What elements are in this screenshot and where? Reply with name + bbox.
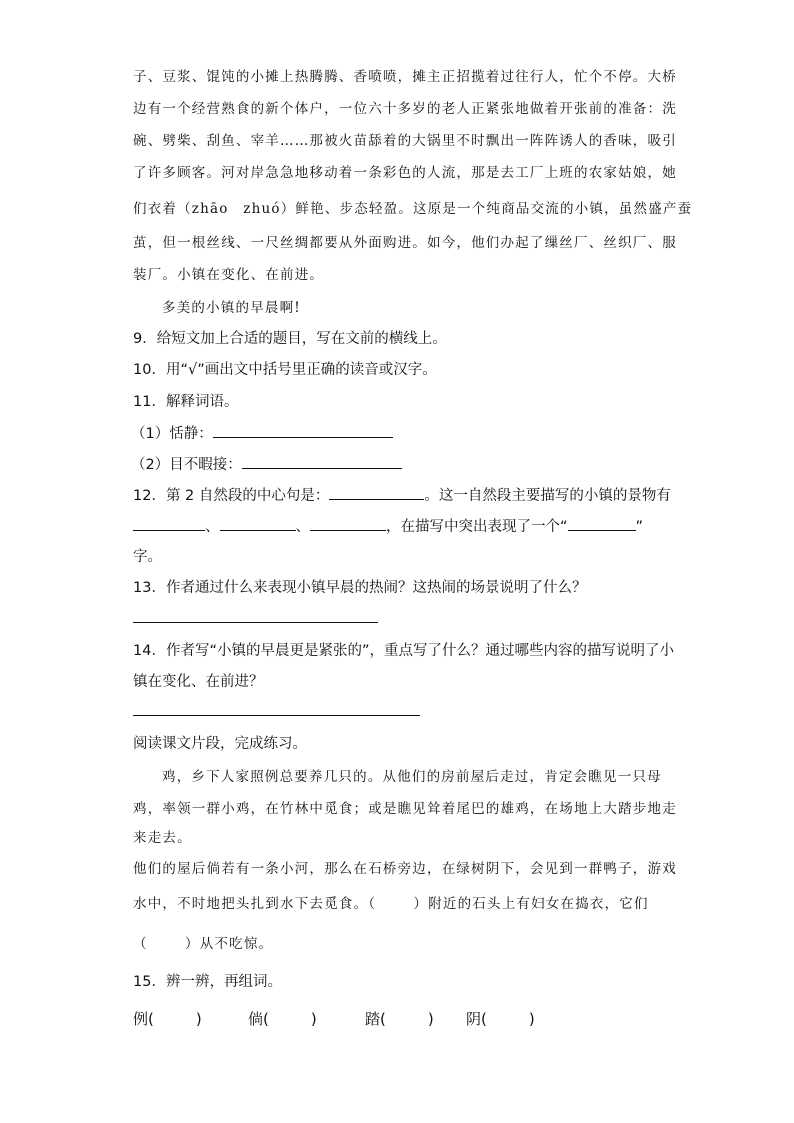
passage2-line-3: 来走去。 [133,830,192,846]
passage2-line-1: 鸡，乡下人家照例总要养几只的。从他们的房前屋后走过，肯定会瞧见一只母 [162,769,662,785]
question-10: 10．用“√”画出文中括号里正确的读音或汉字。 [133,362,437,378]
question-11-item-2 [131,454,402,475]
question-11-title: 11．解释词语。 [133,394,239,410]
question-12-sep-2: 、 [295,519,310,535]
question-12-part-2: 。这一自然段主要描写的小镇的景物有 [424,488,671,504]
passage1-line-3: 碗、劈柴、刮鱼、宰羊……那被火苗舔着的大锅里不时飘出一阵阵诱人的香味，吸引 [133,133,677,149]
question-14-line-2: 镇在变化、在前进？ [133,674,264,690]
question-15-row [133,1009,566,1029]
passage1-line-1: 子、豆浆、馄饨的小摊上热腾腾、香喷喷，摊主正招揽着过往行人，忙个不停。大桥 [133,69,677,85]
char-ta: 踏( [365,1010,386,1028]
passage2-line-5 [133,894,649,914]
passage2-line-4: 他们的屋后倘若有一条小河，那么在石桥旁边，在绿树阴下，会见到一群鸭子，游戏 [133,861,677,877]
answer-blank-mubuxiajie[interactable] [242,454,402,469]
paren-close-li: ) [195,1010,202,1028]
passage2-line-5-after: 附近的石头上有妇女在捣衣，它们 [428,896,649,912]
word-group-li[interactable] [133,1009,248,1029]
question-14-line-1: 14．作者写“小镇的早晨更是紧张的”，重点写了什么？通过哪些内容的描写说明了小 [133,643,674,659]
blank-paren-2[interactable]: （ ） [133,936,200,952]
question-11-item-1 [131,423,393,444]
passage2-line-6 [133,934,273,954]
paren-close-yin: ) [528,1010,535,1028]
blank-paren-1[interactable]: （ ） [368,896,429,912]
question-12-part-1: 12．第 2 自然段的中心句是： [133,488,330,504]
answer-blank-central-sentence[interactable] [329,485,424,500]
answer-blank-tianjing[interactable] [213,423,393,438]
question-12-part-4: ” [635,519,644,535]
answer-blank-scenery-1[interactable] [133,516,205,531]
answer-blank-scenery-3[interactable] [310,516,386,531]
question-12-sep-1: 、 [205,519,220,535]
answer-line-14[interactable] [133,715,420,716]
answer-blank-scenery-2[interactable] [220,516,296,531]
paren-close-tang: ) [310,1010,317,1028]
char-li: 例( [133,1010,154,1028]
question-9: 9．给短文加上合适的题目，写在文前的横线上。 [133,331,447,347]
answer-blank-character[interactable] [568,516,636,531]
passage1-line-6: 茧，但一根丝线、一尺丝绸都要从外面购进。如今，他们办起了缫丝厂、丝织厂、服 [133,235,677,251]
passage1-line-2: 边有一个经营熟食的新个体户，一位六十多岁的老人正紧张地做着开张前的准备：洗 [133,101,677,117]
passage2-last-line: 从不吃惊。 [199,936,274,952]
question-13: 13．作者通过什么来表现小镇早晨的热闹？这热闹的场景说明了什么？ [133,580,587,596]
question-12-line-1 [133,485,671,506]
question-11-item-2-label: （2）目不暇接： [131,457,242,473]
reading-intro: 阅读课文片段，完成练习。 [133,736,307,752]
passage2-line-5-text: 水中，不时地把头扎到水下去觅食。 [133,896,369,912]
char-yin: 阴( [466,1010,487,1028]
word-group-tang[interactable] [248,1009,365,1029]
question-12-part-5: 字。 [133,549,162,565]
word-group-yin[interactable] [466,1009,566,1029]
passage2-line-2: 鸡，率领一群小鸡，在竹林中觅食；或是瞧见耸着尾巴的雄鸡，在场地上大踏步地走 [133,801,677,817]
passage1-closing: 多美的小镇的早晨啊! [162,300,301,316]
question-15-title: 15．辨一辨，再组词。 [133,974,282,990]
question-11-item-1-label: （1）恬静： [131,426,213,442]
word-group-ta[interactable] [365,1009,466,1029]
paren-close-ta: ) [427,1010,434,1028]
question-12-line-2 [133,516,643,537]
passage1-line-4: 了许多顾客。河对岸急急地移动着一条彩色的人流，那是去工厂上班的农家姑娘，她 [133,165,677,181]
answer-line-13[interactable] [133,622,378,623]
question-12-part-3: ，在描写中突出表现了一个“ [386,519,568,535]
passage1-line-7: 装厂。小镇在变化、在前进。 [133,267,325,283]
passage1-line-5: 们衣着（zhāo zhuó）鲜艳、步态轻盈。这原是一个纯商品交流的小镇，虽然盛产蚕 [133,201,693,217]
char-tang: 倘( [248,1010,269,1028]
